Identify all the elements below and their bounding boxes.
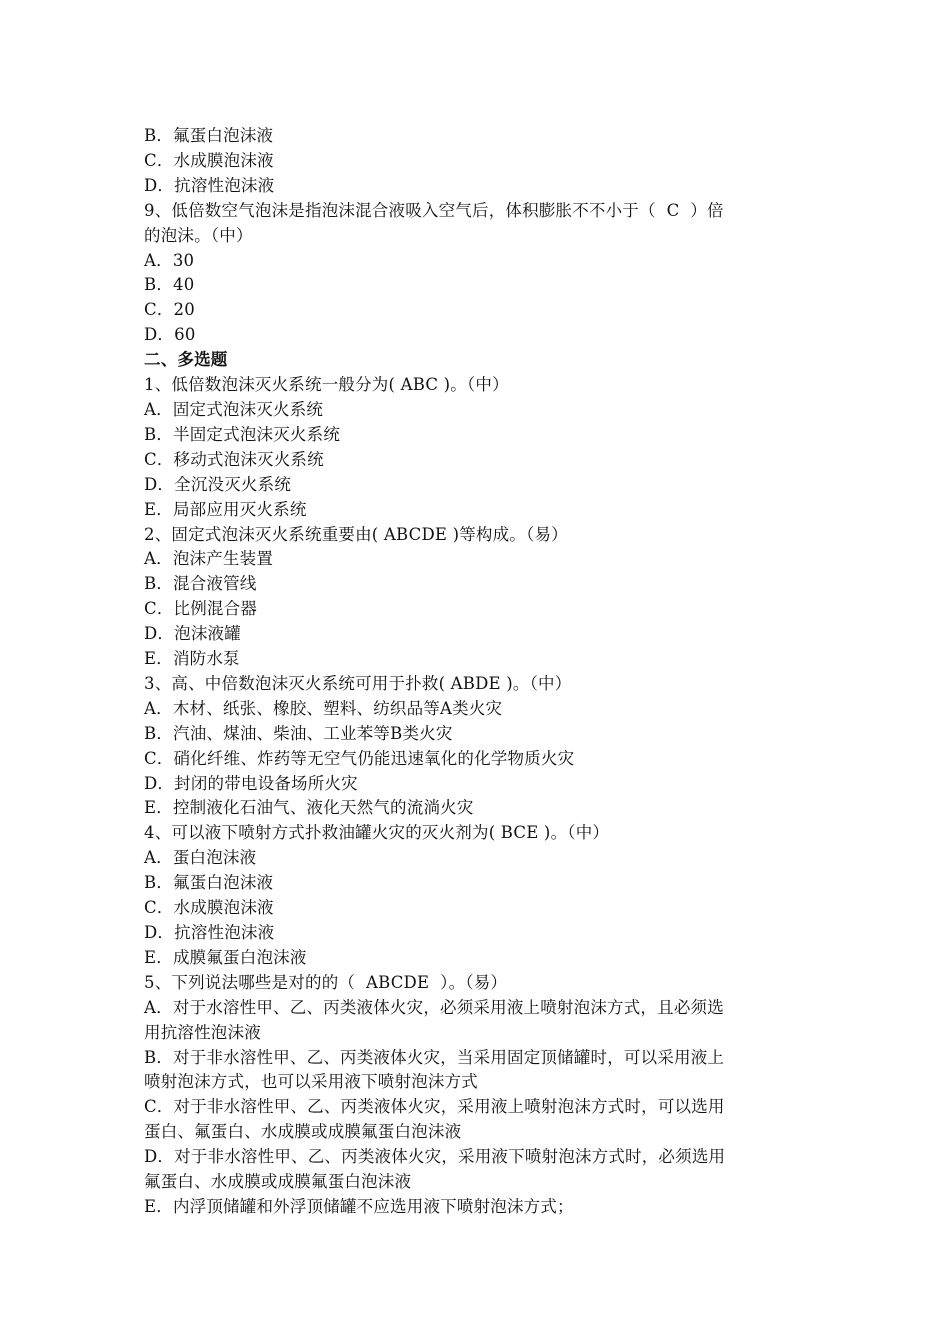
option-line: B．汽油、煤油、柴油、工业苯等B类火灾 xyxy=(144,723,453,743)
option-line: D．对于非水溶性甲、乙、丙类液体火灾，采用液下喷射泡沫方式时，必须选用 xyxy=(144,1147,726,1167)
question-line: 1、低倍数泡沫灭火系统一般分为( ABC )。（中） xyxy=(144,375,509,395)
option-line: A．固定式泡沫灭火系统 xyxy=(144,399,324,419)
question-line: 3、高、中倍数泡沫灭火系统可用于扑救( ABDE )。（中） xyxy=(144,673,572,693)
option-line: D．60 xyxy=(144,325,196,345)
option-line: C．20 xyxy=(144,300,195,320)
option-line: C．水成膜泡沫液 xyxy=(144,150,274,170)
option-line: E．内浮顶储罐和外浮顶储罐不应选用液下喷射泡沫方式； xyxy=(144,1196,574,1216)
section-heading: 二、多选题 xyxy=(144,350,228,370)
option-line: C．水成膜泡沫液 xyxy=(144,898,274,918)
option-line: D．封闭的带电设备场所火灾 xyxy=(144,773,358,793)
option-line: E．控制液化石油气、液化天然气的流淌火灾 xyxy=(144,798,474,818)
document-body xyxy=(144,124,809,1220)
option-line: C．硝化纤维、炸药等无空气仍能迅速氧化的化学物质火灾 xyxy=(144,748,575,768)
question-line: 9、低倍数空气泡沫是指泡沫混合液吸入空气后，体积膨胀不不小于（ C ）倍 xyxy=(144,200,724,220)
option-line-continued: 蛋白、氟蛋白、水成膜或成膜氟蛋白泡沫液 xyxy=(144,1122,462,1142)
option-line: E．局部应用灭火系统 xyxy=(144,499,307,519)
option-line: E．消防水泵 xyxy=(144,649,240,669)
option-line: B．对于非水溶性甲、乙、丙类液体火灾，当采用固定顶储罐时，可以采用液上 xyxy=(144,1047,725,1067)
option-line: A．泡沫产生装置 xyxy=(144,549,274,569)
option-line: A．30 xyxy=(144,250,195,270)
option-line: C．对于非水溶性甲、乙、丙类液体火灾，采用液上喷射泡沫方式时，可以选用 xyxy=(144,1097,725,1117)
option-line-continued: 用抗溶性泡沫液 xyxy=(144,1022,261,1042)
option-line: C．移动式泡沫灭火系统 xyxy=(144,449,324,469)
option-line-continued: 氟蛋白、水成膜或成膜氟蛋白泡沫液 xyxy=(144,1172,412,1192)
option-line: E．成膜氟蛋白泡沫液 xyxy=(144,947,307,967)
option-line: A．木材、纸张、橡胶、塑料、纺织品等A类火灾 xyxy=(144,698,503,718)
question-line-continued: 的泡沫。（中） xyxy=(144,225,253,245)
question-line: 5、下列说法哪些是对的的（ ABCDE ）。（易） xyxy=(144,972,508,992)
option-line: B．40 xyxy=(144,275,195,295)
option-line: B．混合液管线 xyxy=(144,574,257,594)
option-line: D．抗溶性泡沫液 xyxy=(144,175,275,195)
option-line: D．泡沫液罐 xyxy=(144,624,241,644)
option-line: B．氟蛋白泡沫液 xyxy=(144,873,274,893)
option-line: C．比例混合器 xyxy=(144,599,258,619)
question-line: 2、固定式泡沫灭火系统重要由( ABCDE )等构成。（易） xyxy=(144,524,568,544)
option-line: D．全沉没灭火系统 xyxy=(144,474,292,494)
question-line: 4、可以液下喷射方式扑救油罐火灾的灭火剂为( BCE )。（中） xyxy=(144,823,610,843)
option-line: D．抗溶性泡沫液 xyxy=(144,923,275,942)
option-line-continued: 喷射泡沫方式，也可以采用液下喷射泡沫方式 xyxy=(144,1072,478,1092)
option-line: B．半固定式泡沫灭火系统 xyxy=(144,424,341,444)
option-line: A．对于水溶性甲、乙、丙类液体火灾，必须采用液上喷射泡沫方式，且必须选 xyxy=(144,997,724,1017)
option-line: A．蛋白泡沫液 xyxy=(144,848,257,868)
option-line: B．氟蛋白泡沫液 xyxy=(144,126,274,145)
